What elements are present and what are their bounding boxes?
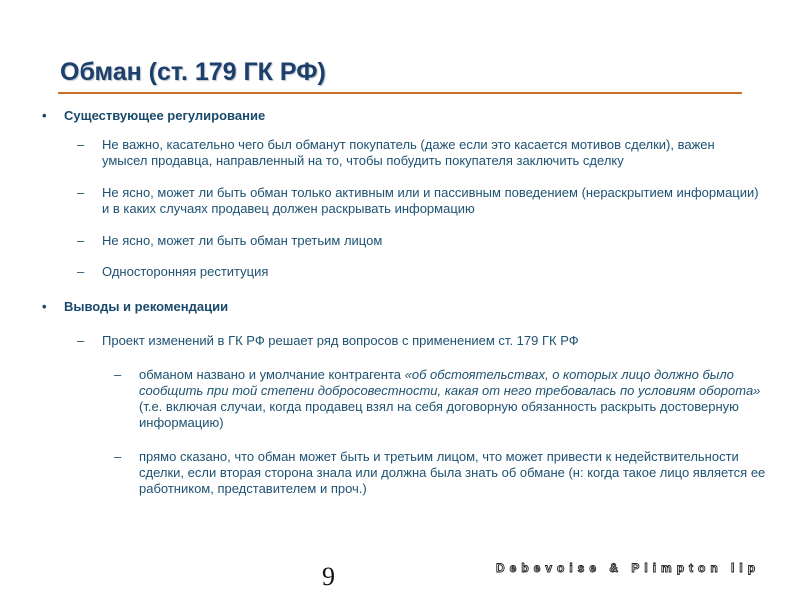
bullet-icon: • [42, 108, 47, 123]
dash-icon: – [77, 333, 85, 348]
page-number: 9 [322, 562, 335, 591]
sub-list-item-suffix: (т.е. включая случаи, когда продавец взял на себя договорную обязанность раскрыть достоверную информацию) [139, 399, 739, 430]
slide-title: Обман (ст. 179 ГК РФ) [60, 58, 326, 86]
sub-list-item [114, 367, 779, 431]
list-item-text: Проект изменений в ГК РФ решает ряд вопросов с применением ст. 179 ГК РФ [102, 333, 579, 348]
title-underline [58, 92, 742, 94]
list-item [77, 333, 762, 349]
company-logo: Debevoise & Plimpton llp [496, 561, 761, 575]
sub-list-item-text: прямо сказано, что обман может быть и третьим лицом, что может привести к недействительности сделки, если вторая сторона знала или должна была знать об обмане (н: когда такое лицо является ее работником, представителем и проч.) [139, 449, 766, 496]
list-item [77, 137, 762, 169]
list-item [77, 233, 762, 249]
bullet-icon: • [42, 299, 47, 314]
dash-icon: – [77, 264, 85, 279]
dash-icon: – [114, 367, 122, 382]
dash-icon: – [77, 233, 85, 248]
list-item-text: Не ясно, может ли быть обман только активным или и пассивным поведением (нераскрытием информации) и в каких случаях продавец должен раскрывать информацию [102, 185, 759, 216]
list-item-text: Не важно, касательно чего был обманут покупатель (даже если это касается мотивов сделки), важен умысел продавца, направленный на то, чтобы побудить покупателя заключить сделку [102, 137, 715, 168]
dash-icon: – [114, 449, 122, 464]
sub-list-item [114, 449, 779, 497]
sub-list-item-quote: «об обстоятельствах, о которых лицо должно было сообщить при той степени добросовестности, какая от него требовалась по условиям оборота» [139, 367, 761, 398]
section-heading-conclusions [42, 299, 229, 314]
list-item-text: Не ясно, может ли быть обман третьим лицом [102, 233, 383, 248]
section-heading-text: Выводы и рекомендации [64, 299, 229, 314]
list-item-text: Односторонняя реституция [102, 264, 269, 279]
section-heading-current-regulation [42, 108, 266, 123]
dash-icon: – [77, 185, 85, 200]
list-item [77, 264, 762, 280]
sub-list-item-prefix: обманом названо и умолчание контрагента [139, 367, 405, 382]
section-heading-text: Существующее регулирование [64, 108, 266, 123]
dash-icon: – [77, 137, 85, 152]
list-item [77, 185, 762, 217]
